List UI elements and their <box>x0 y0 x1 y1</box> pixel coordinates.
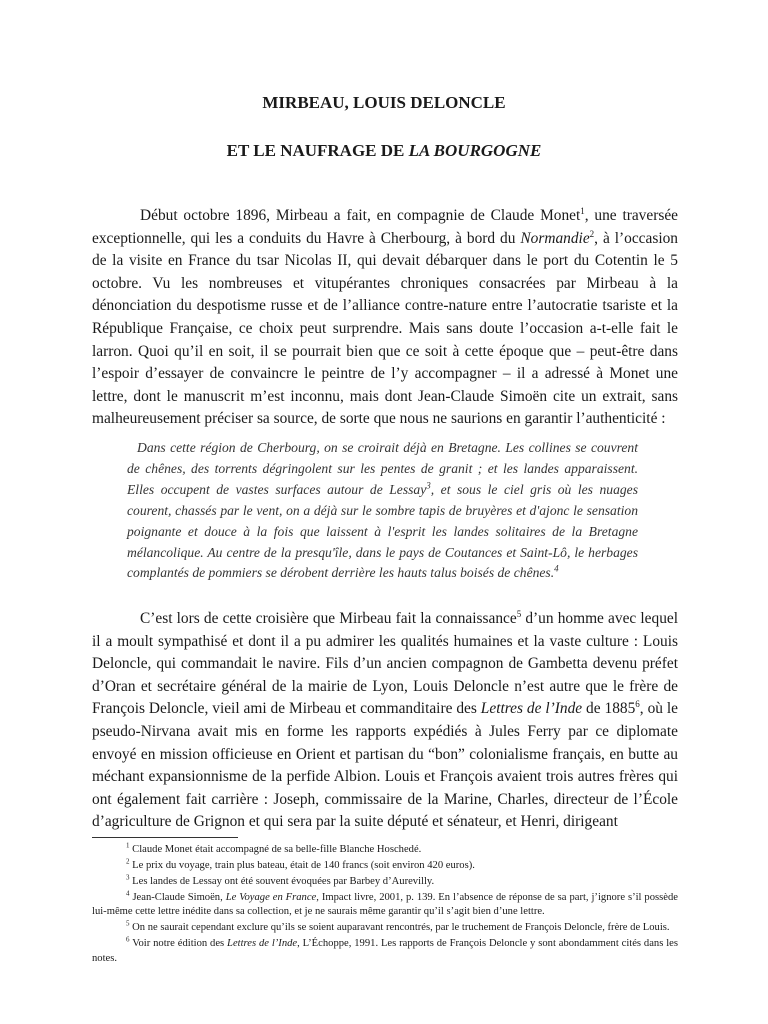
book-title: Lettres de l’Inde <box>480 700 583 718</box>
title-line-1: MIRBEAU, LOUIS DELONCLE <box>262 93 506 112</box>
title-line-2-prefix: ET LE NAUFRAGE DE <box>226 141 409 160</box>
quote-part-1: Dans cette région de Cherbourg, on se croirait déjà en Bretagne. Les collines se couvrent de chênes, des torrents dégringolent sur les pentes de granit ; et les landes apparaissent. Elles occupent de vastes surfaces autour de Lessay <box>127 440 638 497</box>
footnote-book-title: Le Voyage en France <box>225 891 317 903</box>
footnote-book-title: Lettres de l’Inde <box>227 938 298 950</box>
footnote-3 <box>92 875 678 890</box>
paragraph-1-part-2: , une traversée exceptionnelle, qui les a conduits du Havre à Cherbourg, à bord du <box>92 207 678 247</box>
footnote-number: 2 <box>126 857 130 866</box>
footnote-number: 1 <box>126 841 130 850</box>
footnote-ref-2: 2 <box>589 228 595 239</box>
paragraph-2-part-1: C’est lors de cette croisière que Mirbeau fait la connaissance <box>140 610 517 627</box>
footnote-ref-3: 3 <box>426 480 431 491</box>
ship-name-title: LA BOURGOGNE <box>408 141 542 160</box>
paragraph-2 <box>92 608 678 834</box>
footnote-ref-4: 4 <box>554 563 559 574</box>
footnote-text: Le prix du voyage, train plus bateau, était de 140 francs (soit environ 420 euros). <box>132 859 475 871</box>
footnote-number: 4 <box>126 889 130 898</box>
paragraph-2-part-4: , où le pseudo-Nirvana avait mis en forme les rapports expédiés à Jules Ferry par ce diplomate envoyé en mission officieuse en Orient et partisan du “bon” colonialisme français, en butte au méchant expansionnisme de la perfide Albion. Louis et François avaient trois autres frères qui ont également fait carrière : Joseph, commissaire de la Marine, Charles, directeur de l’École d’agriculture de Grignon et qui sera par la suite député et sénateur, et Henri, dirigeant <box>92 700 679 831</box>
footnote-ref-6: 6 <box>635 699 640 710</box>
footnote-separator <box>92 837 238 838</box>
footnote-5 <box>92 921 678 936</box>
footnotes <box>92 843 678 968</box>
quote-part-2: , et sous le ciel gris où les nuages courent, chassés par le vent, on a déjà sur le sombre tapis de bruyères et d'ajonc le sensation poignante et douce à la fois que laissent à l'esprit les landes solitaires de la Bretagne mélancolique. Au centre de la presqu'île, dans le pays de Coutances et Saint-Lô, le herbages complantés de pommiers se dérobent derrière les hauts talus boisés de chênes. <box>127 481 638 581</box>
footnote-text: Claude Monet était accompagné de sa belle-fille Blanche Hoschedé. <box>132 844 422 855</box>
footnote-text: Les landes de Lessay ont été souvent évoquées par Barbey d’Aurevilly. <box>132 875 435 887</box>
footnote-text-post: , L’Échoppe, 1991. Les rapports de François Deloncle y sont abondamment cités dans les notes. <box>92 938 678 964</box>
footnote-text-pre: Voir notre édition des <box>132 938 228 950</box>
footnote-ref-1: 1 <box>580 205 585 216</box>
footnote-2 <box>92 859 678 874</box>
paragraph-2-part-2: d’un homme avec lequel il a moult sympathisé et dont il a pu admirer les qualités humaines et la vaste culture : Louis Deloncle, qui commandait le navire. Fils d’un ancien compagnon de Gambetta devenu préfet d’Oran et secrétaire général de la mairie de Lyon, Louis Deloncle n’est autre que le frère de François Deloncle, vieil ami de Mirbeau et commanditaire des <box>92 610 678 718</box>
footnote-number: 6 <box>126 935 130 944</box>
paragraph-1-part-3: , à l’occasion de la visite en France du tsar Nicolas II, qui devait débarquer dans le port du Cotentin le 5 octobre. Vu les nombreuses et vitupérantes chroniques consacrées par Mirbeau à la dénonciation du despotisme russe et de l’alliance contre-nature entre l’autocratie tsariste et la République Française, ce choix peut surprendre. Mais sans doute l’occasion a-t-elle fait le larron. Quoi qu’il en soit, il se pourrait bien que ce soit à cette époque que – peut-être dans l’espoir d’essayer de convaincre le peintre de l’y accompagner – il a adressé à Monet une lettre, dont le manuscrit m’est inconnu, mais dont Jean-Claude Simoën cite un extrait, sans malheureusement préciser sa source, de sorte que nous ne saurions en garantir l’authenticité : <box>92 229 678 428</box>
footnote-ref-5: 5 <box>516 608 522 619</box>
footnote-4 <box>92 891 678 920</box>
footnote-1 <box>92 843 678 858</box>
paragraph-1-part-1: Début octobre 1896, Mirbeau a fait, en compagnie de Claude Monet <box>140 207 581 224</box>
paragraph-2-part-3: de 1885 <box>582 700 636 718</box>
footnote-text-pre: Jean-Claude Simoën, <box>132 891 226 903</box>
footnote-text-post: , Impact livre, 2001, p. 139. En l’absence de réponse de sa part, j’ignore s’il possède lui-même cette lettre inédite dans sa collection, et je ne saurais même garantir qu’il s’agit bien d’une lettre. <box>92 891 678 918</box>
title-line-2 <box>0 141 768 161</box>
block-quote <box>127 438 638 584</box>
footnote-text: On ne saurait cependant exclure qu’ils se soient auparavant rencontrés, par le truchement de François Deloncle, frère de Louis. <box>132 922 670 934</box>
footnote-number: 5 <box>126 919 130 928</box>
ship-name: Normandie <box>520 229 590 247</box>
paragraph-1 <box>92 205 678 431</box>
footnote-6 <box>92 937 678 966</box>
footnote-number: 3 <box>126 873 130 882</box>
